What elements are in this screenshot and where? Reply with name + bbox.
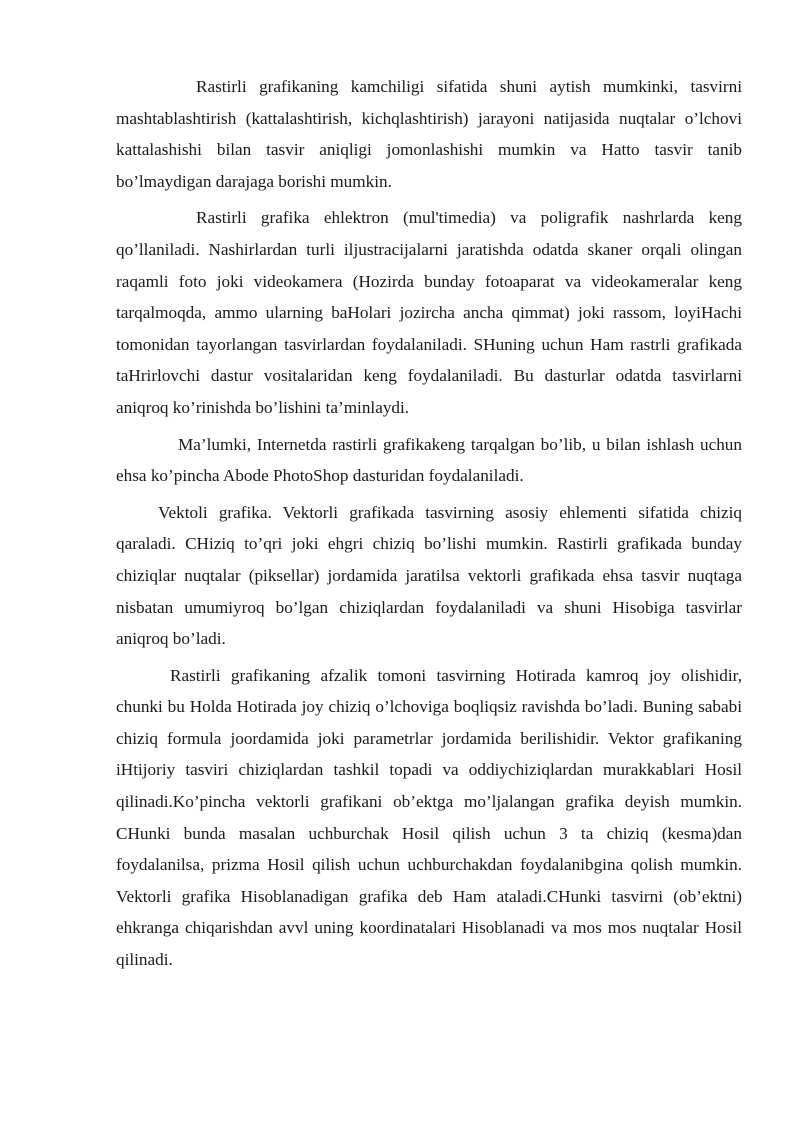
paragraph-vector-graphics: Vektoli grafika. Vektorli grafikada tasvirning asosiy ehlementi sifatida chiziq qaraladi. CHiziq to’qri joki ehgri chiziq bo’lishi mumkin. Rastirli grafikada bunday chiziqlar nuqtalar (piksellar) jordamida jaratilsa vektorli grafikada ehsa tasvir nuqtaga nisbatan umumiyroq bo’lgan chiziqlardan foydalaniladi va shuni Hisobiga tasvirlar aniqroq bo’ladi. xyxy=(116,502,742,649)
document-body xyxy=(116,71,742,976)
paragraph-vector-advantages: Rastirli grafikaning afzalik tomoni tasvirning Hotirada kamroq joy olishidir, chunki bu Holda Hotirada joy chiziq o’lchoviga boqliqsiz ravishda bo’ladi. Buning sababi chiziq formula joordamida joki parametrlar jordamida berilishidir. Vektor grafikaning iHtijoriy tasviri chiziqlardan tashkil topadi va oddiychiziqlardan murakkablari Hosil qilinadi.Ko’pincha vektorli grafikani ob’ektga mo’ljalangan grafika deyish mumkin. CHunki bunda masalan uchburchak Hosil qilish uchun 3 ta chiziq (kesma)dan foydalanilsa, prizma Hosil qilish uchun uchburchakdan foydalanibgina qolish mumkin. Vektorli grafika Hisoblanadigan grafika deb Ham ataladi.CHunki tasvirni (ob’ektni) ehkranga chiqarishdan avvl uning koordinatalari Hisoblanadi va mos mos nuqtalar Hosil qilinadi. xyxy=(116,665,742,970)
paragraph-internet-photoshop: Ma’lumki, Internetda rastirli grafikakeng tarqalgan bo’lib, u bilan ishlash uchun ehsa ko’pincha Abode PhotoShop dasturidan foydalaniladi. xyxy=(116,434,742,486)
paragraph-raster-usage: Rastirli grafika ehlektron (mul'timedia) va poligrafik nashrlarda keng qo’llaniladi. Nashirlardan turli iljustracijalarni jaratishda odatda skaner orqali olingan raqamli foto joki videokamera (Hozirda bunday fotoaparat va videokameralar keng tarqalmoqda, ammo ularning baHolari jozircha ancha qimmat) joki rassom, loyiHachi tomonidan tayorlangan tasvirlardan foydalaniladi. SHuning uchun Ham rastrli grafikada taHrirlovchi dastur vositalaridan keng foydalaniladi. Bu dasturlar odatda tasvirlarni aniqroq ko’rinishda bo’lishini ta’minlaydi. xyxy=(116,208,742,417)
paragraph-raster-drawback: Rastirli grafikaning kamchiligi sifatida shuni aytish mumkinki, tasvirni mashtablashtirish (kattalashtirish, kichqlashtirish) jarayoni natijasida nuqtalar o’lchovi kattalashishi bilan tasvir aniqligi jomonlashishi mumkin va Hatto tasvir tanib bo’lmaydigan darajaga borishi mumkin. xyxy=(116,77,742,191)
